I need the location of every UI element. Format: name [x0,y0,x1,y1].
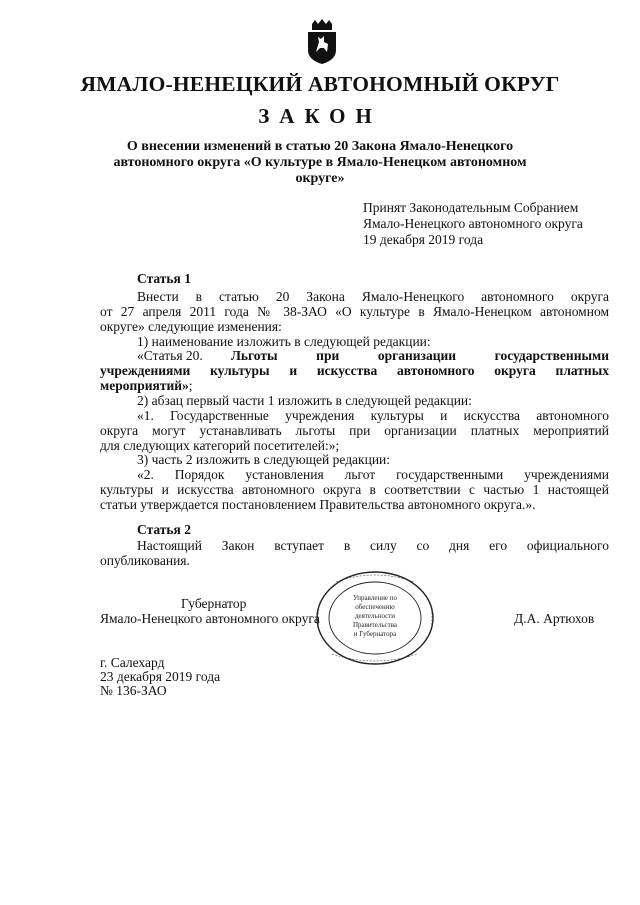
stamp-text: обеспечению [355,603,395,611]
signatory-title: Губернатор [181,596,247,611]
quote-1-end: мероприятий» [100,378,189,393]
quote-2-line: «1. Государственные учреждения культуры и искусства автономного [137,408,609,423]
law-subtitle [100,139,540,187]
signatory-organization: Ямало-Ненецкого автономного округа [100,611,320,626]
article-2-line: Настоящий Закон вступает в силу со дня его официального [137,538,609,553]
signing-date: 23 декабря 2019 года [100,669,221,684]
stamp-text: Правительства [352,621,398,629]
quote-1-line [100,378,193,393]
quote-1-punct: ; [188,378,193,393]
adoption-note [363,200,583,248]
place-of-signing: г. Салехард [100,655,165,670]
article-1-line: округе» следующие изменения: [100,319,282,334]
article-1-line: Внести в статью 20 Закона Ямало-Ненецкого автономного округа [137,289,609,304]
quote-1-line [137,348,609,363]
subtitle-line: О внесении изменений в статью 20 Закона Ямало-Ненецкого [126,139,514,154]
article-2-heading: Статья 2 [137,522,191,537]
law-number: № 136-ЗАО [100,683,167,698]
quote-1-bold: Льготы при организации государственными [230,348,609,363]
official-stamp-icon [314,568,436,668]
document-type-title: ЗАКОН [258,104,382,128]
quote-1-prefix: «Статья 20. [137,348,203,363]
quote-3-line: «2. Порядок установления льгот государственными учреждениями [137,467,609,482]
coat-of-arms-icon [305,18,339,66]
quote-1-line: учреждениями культуры и искусства автономного округа платных [100,363,609,378]
adoption-line: Ямало-Ненецкого автономного округа [363,216,583,231]
adoption-line: Принят Законодательным Собранием [363,200,579,215]
stamp-text: Управление по [352,594,398,602]
region-title: ЯМАЛО-НЕНЕЦКИЙ АВТОНОМНЫЙ ОКРУГ [80,72,560,96]
article-1-item-2: 2) абзац первый части 1 изложить в следующей редакции: [137,393,472,408]
article-1-heading: Статья 1 [137,271,191,286]
stamp-text: и Губернатора [353,630,397,638]
article-1-item-1: 1) наименование изложить в следующей редакции: [137,334,431,349]
article-2-line: опубликования. [100,553,190,568]
quote-3-line: культуры и искусства автономного округа в соответствии с частью 1 настоящей [100,482,609,497]
article-1-line: от 27 апреля 2011 года № 38-ЗАО «О культуре в Ямало-Ненецком автономном [100,304,609,319]
adoption-date: 19 декабря 2019 года [363,232,484,247]
stamp-text: деятельности [354,612,396,620]
subtitle-line: автономного округа «О культуре в Ямало-Ненецком автономном округе» [113,155,527,186]
article-1-item-3: 3) часть 2 изложить в следующей редакции: [137,452,391,467]
quote-2-line: для следующих категорий посетителей:»; [100,438,340,453]
signatory-name: Д.А. Артюхов [514,611,595,626]
quote-3-line: статьи утверждается постановлением Правительства автономного округа.». [100,497,536,512]
quote-2-line: округа могут устанавливать льготы при организации платных мероприятий [100,423,609,438]
